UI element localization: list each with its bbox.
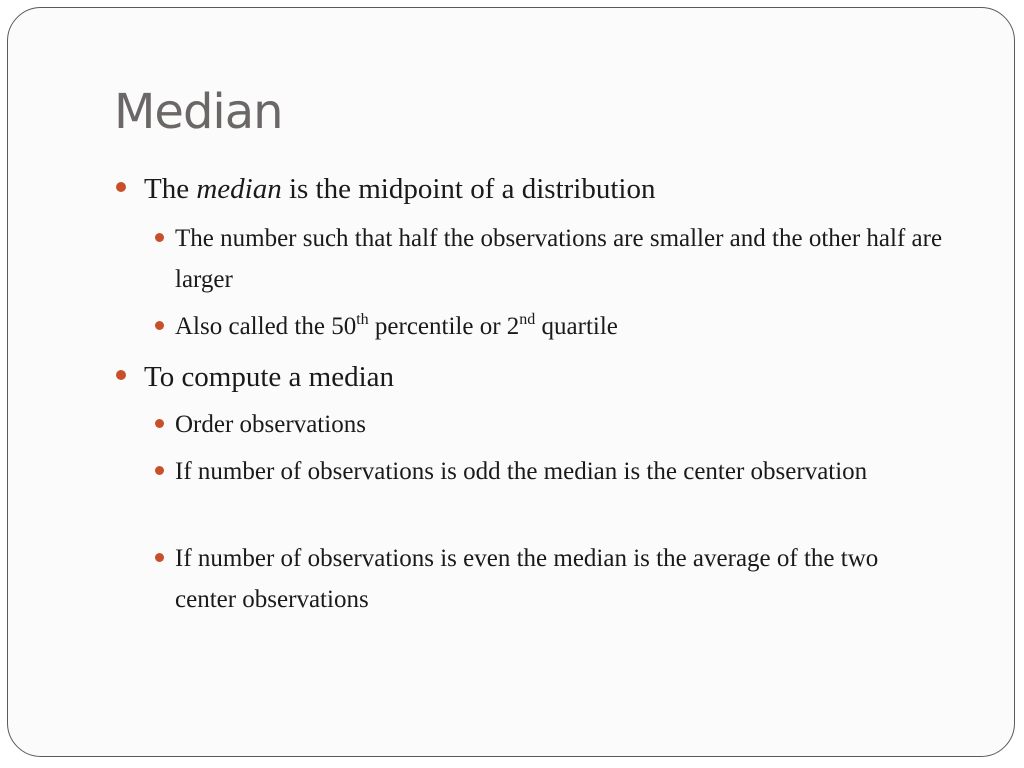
bullet-dot-icon	[116, 182, 126, 192]
bullet-dot-icon	[155, 233, 164, 242]
bullet-text-part: is the midpoint of a distribution	[281, 173, 656, 205]
text-part: percentile or 2	[368, 313, 520, 340]
sub-bullet-text: If number of observations is even the median is the average of the two center observations	[175, 545, 879, 613]
text-part: quartile	[535, 313, 618, 340]
bullet-dot-icon	[155, 553, 164, 562]
slide-title: Median	[114, 84, 283, 140]
bullet-emphasis: median	[196, 173, 282, 205]
sub-bullet-text: The number such that half the observations are smaller and the other half are larger	[175, 225, 943, 293]
sub-bullet-text: If number of observations is odd the median is the center observation	[175, 458, 868, 485]
bullet-text-part: The	[144, 173, 197, 205]
bullet-text	[144, 169, 655, 209]
bullet-text: To compute a median	[144, 361, 395, 393]
sub-bullet-text: Order observations	[175, 411, 366, 438]
bullet-dot-icon	[116, 370, 126, 380]
text-part: Also called the 50	[175, 313, 357, 340]
bullet-dot-icon	[155, 466, 164, 475]
sub-bullet-text	[175, 306, 965, 347]
bullet-dot-icon	[155, 419, 164, 428]
bullet-dot-icon	[155, 321, 164, 330]
superscript: nd	[519, 311, 536, 328]
superscript: th	[356, 311, 369, 328]
